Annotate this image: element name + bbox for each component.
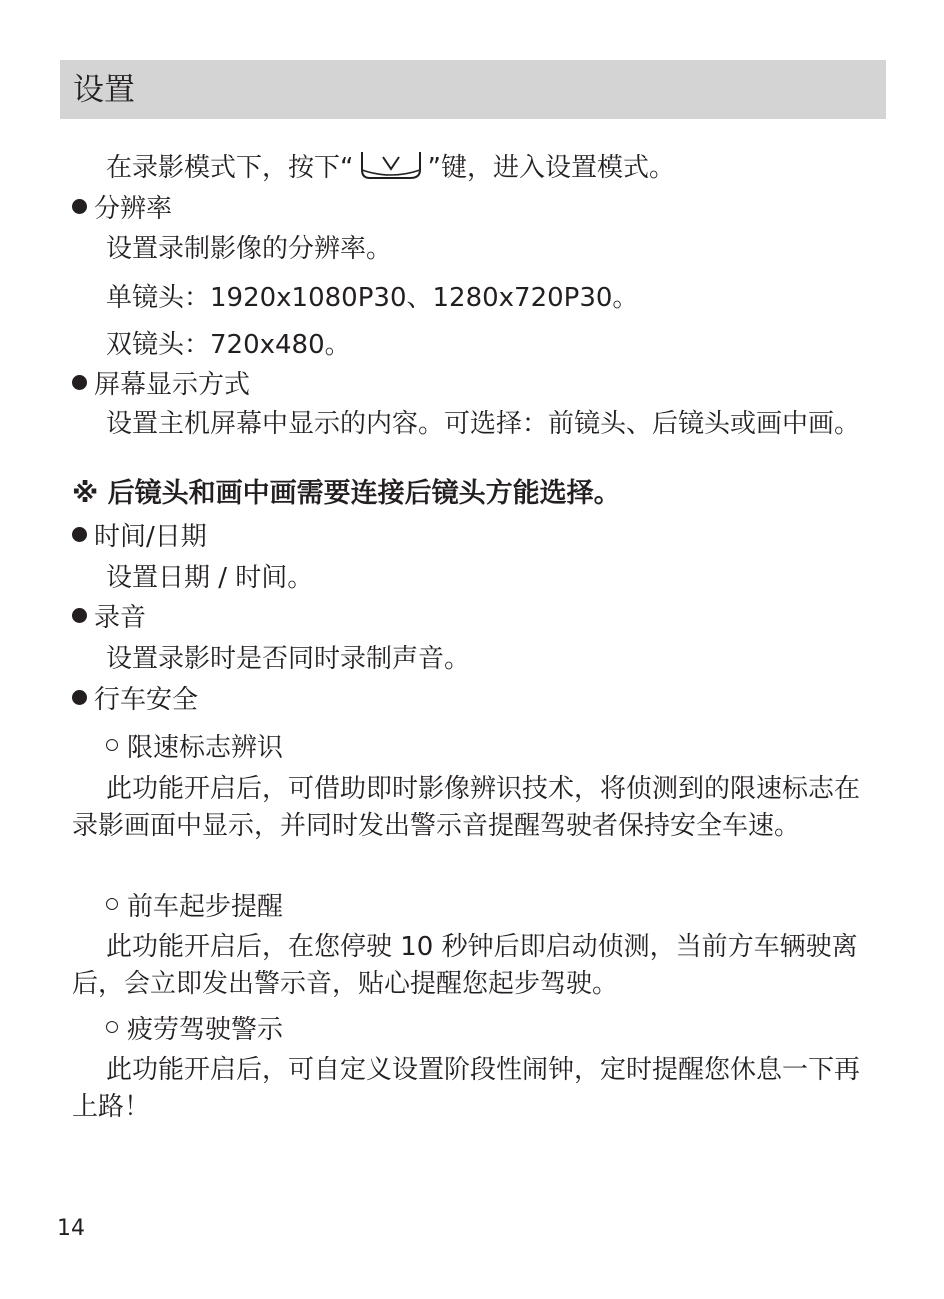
fatigue-desc: 此功能开启后，可自定义设置阶段性闹钟，定时提醒您休息一下再上路！ [72, 1055, 861, 1122]
page-title: 设置 [73, 72, 135, 108]
sub-item-speed-sign [106, 731, 283, 765]
circle-bullet-icon [106, 1021, 118, 1033]
fatigue-title: 疲劳驾驶警示 [127, 1015, 284, 1045]
intro-line [106, 150, 675, 189]
intro-text-before: 在录影模式下，按下“ [106, 153, 354, 183]
bullet-resolution [72, 192, 172, 226]
display-mode-note: ※ 后镜头和画中画需要连接后镜头方能选择。 [72, 478, 621, 509]
datetime-title: 时间/日期 [94, 522, 207, 552]
section-header [60, 60, 886, 119]
bullet-display-mode [72, 368, 250, 402]
speed-sign-desc: 此功能开启后，可借助即时影像辨识技术，将侦测到的限速标志在录影画面中显示，并同时发出警示音提醒驾驶者保持安全车速。 [72, 774, 861, 841]
bullet-icon [72, 199, 87, 214]
resolution-single: 单镜头：1920x1080P30、1280x720P30。 [106, 283, 639, 313]
front-car-title: 前车起步提醒 [127, 892, 284, 922]
intro-text-after: ”键，进入设置模式。 [427, 153, 675, 183]
sub-item-front-car [106, 890, 283, 924]
resolution-title: 分辨率 [94, 194, 173, 224]
resolution-dual: 双镜头：720x480。 [106, 330, 351, 360]
front-car-desc: 此功能开启后，在您停驶 10 秒钟后即启动侦测，当前方车辆驶离后，会立即发出警示音，贴心提醒您起步驾驶。 [72, 932, 858, 999]
bullet-audio [72, 601, 146, 635]
audio-title: 录音 [94, 603, 147, 633]
v-key-icon [359, 150, 423, 189]
datetime-desc: 设置日期 / 时间。 [106, 563, 314, 593]
circle-bullet-icon [106, 898, 118, 910]
bullet-icon [72, 527, 87, 542]
bullet-icon [72, 608, 87, 623]
safety-title: 行车安全 [94, 685, 199, 715]
speed-sign-title: 限速标志辨识 [127, 733, 284, 763]
bullet-icon [72, 690, 87, 705]
audio-desc: 设置录影时是否同时录制声音。 [106, 644, 471, 674]
bullet-safety [72, 683, 198, 717]
sub-item-fatigue [106, 1013, 283, 1047]
display-mode-desc: 设置主机屏幕中显示的内容。可选择：前镜头、后镜头或画中画。 [106, 409, 861, 439]
bullet-datetime [72, 520, 207, 554]
page-number: 14 [57, 1216, 85, 1241]
circle-bullet-icon [106, 739, 118, 751]
bullet-icon [72, 375, 87, 390]
display-mode-title: 屏幕显示方式 [94, 370, 251, 400]
resolution-desc: 设置录制影像的分辨率。 [106, 234, 393, 264]
